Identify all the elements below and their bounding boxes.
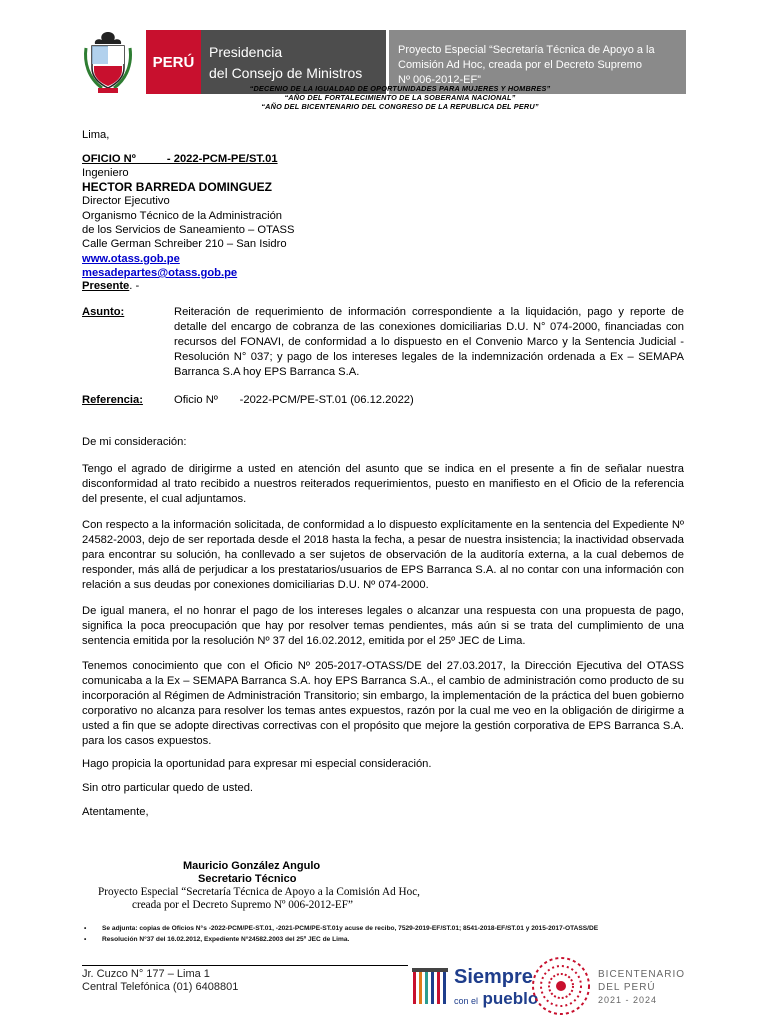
closing: Atentamente, <box>82 806 149 818</box>
bicentenario-years: 2021 - 2024 <box>598 995 658 1005</box>
oficio-number: OFICIO Nº - 2022-PCM-PE/ST.01 <box>82 153 278 165</box>
year-motto-2: “AÑO DEL FORTALECIMIENTO DE LA SOBERANIA NACIONAL” <box>284 92 516 102</box>
siempre-logo-icon <box>412 966 452 1012</box>
project-line2: Comisión Ad Hoc, creada por el Decreto Supremo <box>398 59 642 71</box>
del-peru-text: DEL PERÚ <box>598 982 656 993</box>
year-motto-3: “AÑO DEL BICENTENARIO DEL CONGRESO DE LA REPUBLICA DEL PERU” <box>261 101 539 111</box>
footer-phone: Central Telefónica (01) 6408801 <box>82 981 239 993</box>
signer-project-2: creada por el Decreto Supremo Nº 006-2012-EF” <box>132 899 353 911</box>
signer-role: Secretario Técnico <box>198 873 297 885</box>
recipient-name: HECTOR BARREDA DOMINGUEZ <box>82 180 273 194</box>
project-line3: Nº 006-2012-EF” <box>398 74 481 86</box>
signer-project-1: Proyecto Especial “Secretaría Técnica de Apoyo a la Comisión Ad Hoc, <box>98 886 420 898</box>
recipient-address: Calle German Schreiber 210 – San Isidro <box>82 238 287 250</box>
presente-line <box>82 279 139 294</box>
presente-suffix: . - <box>129 280 140 292</box>
year-motto-1: “DECENIO DE LA IGUALDAD DE OPORTUNIDADES PARA MUJERES Y HOMBRES” <box>249 84 551 93</box>
attachment-item: • Se adjunta: copias de Oficios N°s -2022-PCM/PE-ST.01, -2021-PCM/PE-ST.01y acuse de recibo, 7529-2019-EF/ST.01; 8541-2018-EF/ST.01 y 2015-2017-OTASS/DE <box>84 925 599 932</box>
bicentenario-text: BICENTENARIO <box>598 969 686 980</box>
otass-website-link[interactable]: www.otass.gob.pe <box>82 253 180 265</box>
pueblo-text: pueblo <box>482 989 539 1008</box>
recipient-title: Ingeniero <box>82 167 129 179</box>
attachment-text: Resolución N°37 del 16.02.2012, Expediente N°24582.2003 del 25º JEC de Lima. <box>102 936 350 943</box>
asunto-label: Asunto: <box>82 306 125 318</box>
referencia-label: Referencia: <box>82 394 143 406</box>
project-line1: Proyecto Especial “Secretaría Técnica de Apoyo a la <box>398 44 655 56</box>
recipient-org-1: Organismo Técnico de la Administración <box>82 210 283 222</box>
paragraph-3: De igual manera, el no honrar el pago de los intereses legales o alcanzar una respuesta con una propuesta de pago, significa la poca preocupación que hay por resolver temas pendientes, más aún si se trata del cumplimiento de una sentencia emitida por la resolución Nº 37 del 16.02.2012, emitida por el 25º JEC de Lima. <box>82 605 684 647</box>
footer-address: Jr. Cuzco N° 177 – Lima 1 <box>82 968 210 980</box>
year-mottos <box>180 85 620 111</box>
greeting: De mi consideración: <box>82 436 187 448</box>
recipient-org-2: de los Servicios de Saneamiento – OTASS <box>82 224 295 236</box>
footer-divider <box>82 965 408 966</box>
asunto-text: Reiteración de requerimiento de información correspondiente a la liquidación, pago y reporte de detalle del encargo de cobranza de las conexiones domiciliarias D.U. N° 074-2000, financiadas con recursos del FONAVI, de conformidad a lo dispuesto en el Convenio Marco y la Sentencia Judicial - Resolución N° 037; y pago de los intereses legales de la indemnización ordenada a Ex – SEMAPA Barranca S.A hoy EPS Barranca S.A. <box>174 306 684 378</box>
attachment-text: Se adjunta: copias de Oficios N°s -2022-PCM/PE-ST.01, -2021-PCM/PE-ST.01y acuse de recibo, 7529-2019-EF/ST.01; 8541-2018-EF/ST.01 y 2015-2017-OTASS/DE <box>102 925 599 932</box>
bicentenario-emblem-icon <box>530 955 592 1017</box>
presidencia-line2: del Consejo de Ministros <box>209 65 363 81</box>
con-el-pueblo <box>454 989 538 1009</box>
otass-email-link[interactable]: mesadepartes@otass.gob.pe <box>82 267 238 279</box>
siempre-text: Siempre <box>454 966 533 988</box>
paragraph-2: Con respecto a la información solicitada, de conformidad a lo dispuesto explícitamente en la sentencia del Expediente Nº 24582-2003, dejo de ser reportada desde el 2018 hasta la fecha, a pesar de nuestra insistencia; la inactividad observada para encontrar su solución, ha conllevado a ser sujetos de observación de la auditoría externa, a la cual debemos de responder, más allá de perjudicar a los prestatarios/usuarios de EPS Barranca S.A. al no contar con una información con relación a sus deudas por conexiones domiciliarias D.U. Nº 074-2000. <box>82 519 684 591</box>
paragraph-5: Hago propicia la oportunidad para expresar mi especial consideración. <box>82 758 432 770</box>
attachment-item: • Resolución N°37 del 16.02.2012, Expediente N°24582.2003 del 25º JEC de Lima. <box>84 936 350 943</box>
paragraph-6: Sin otro particular quedo de usted. <box>82 782 254 794</box>
referencia-text: Oficio Nº -2022-PCM/PE-ST.01 (06.12.2022) <box>174 394 414 406</box>
presidencia-line1: Presidencia <box>209 44 283 60</box>
signer-name: Mauricio González Angulo <box>183 860 321 872</box>
peru-label: PERÚ <box>152 53 195 71</box>
paragraph-1: Tengo el agrado de dirigirme a usted en atención del asunto que se indica en el presente a fin de señalar nuestra disconformidad al trato recibido a nuestros reiterados requerimientos, puesto en manifiesto en el Oficio de la referencia del presente, el cual adjuntamos. <box>82 463 684 505</box>
place-line: Lima, <box>82 129 110 141</box>
coat-of-arms-icon <box>82 28 134 96</box>
paragraph-4: Tenemos conocimiento que con el Oficio Nº 205-2017-OTASS/DE del 27.03.2017, la Dirección Ejecutiva del OTASS comunicaba a la Ex – SEMAPA Barranca S.A. hoy EPS Barranca S.A., el cambio de administración como producto de su incorporación al Régimen de Administración Transitorio; sin embargo, la implementación de la práctica del buen gobierno corporativo no alcanza para resolver los temas antes expuestos, razón por la cual me veo en la obligación de dirigirme a usted a fin que se adopte directivas correctivas con el propósito que mejore la gestión corporativa de EPS Barranca S.A. para los casos expuestos. <box>82 660 684 747</box>
recipient-position: Director Ejecutivo <box>82 195 170 207</box>
presente-label: Presente <box>82 280 130 292</box>
con-el-text: con el <box>454 996 479 1006</box>
